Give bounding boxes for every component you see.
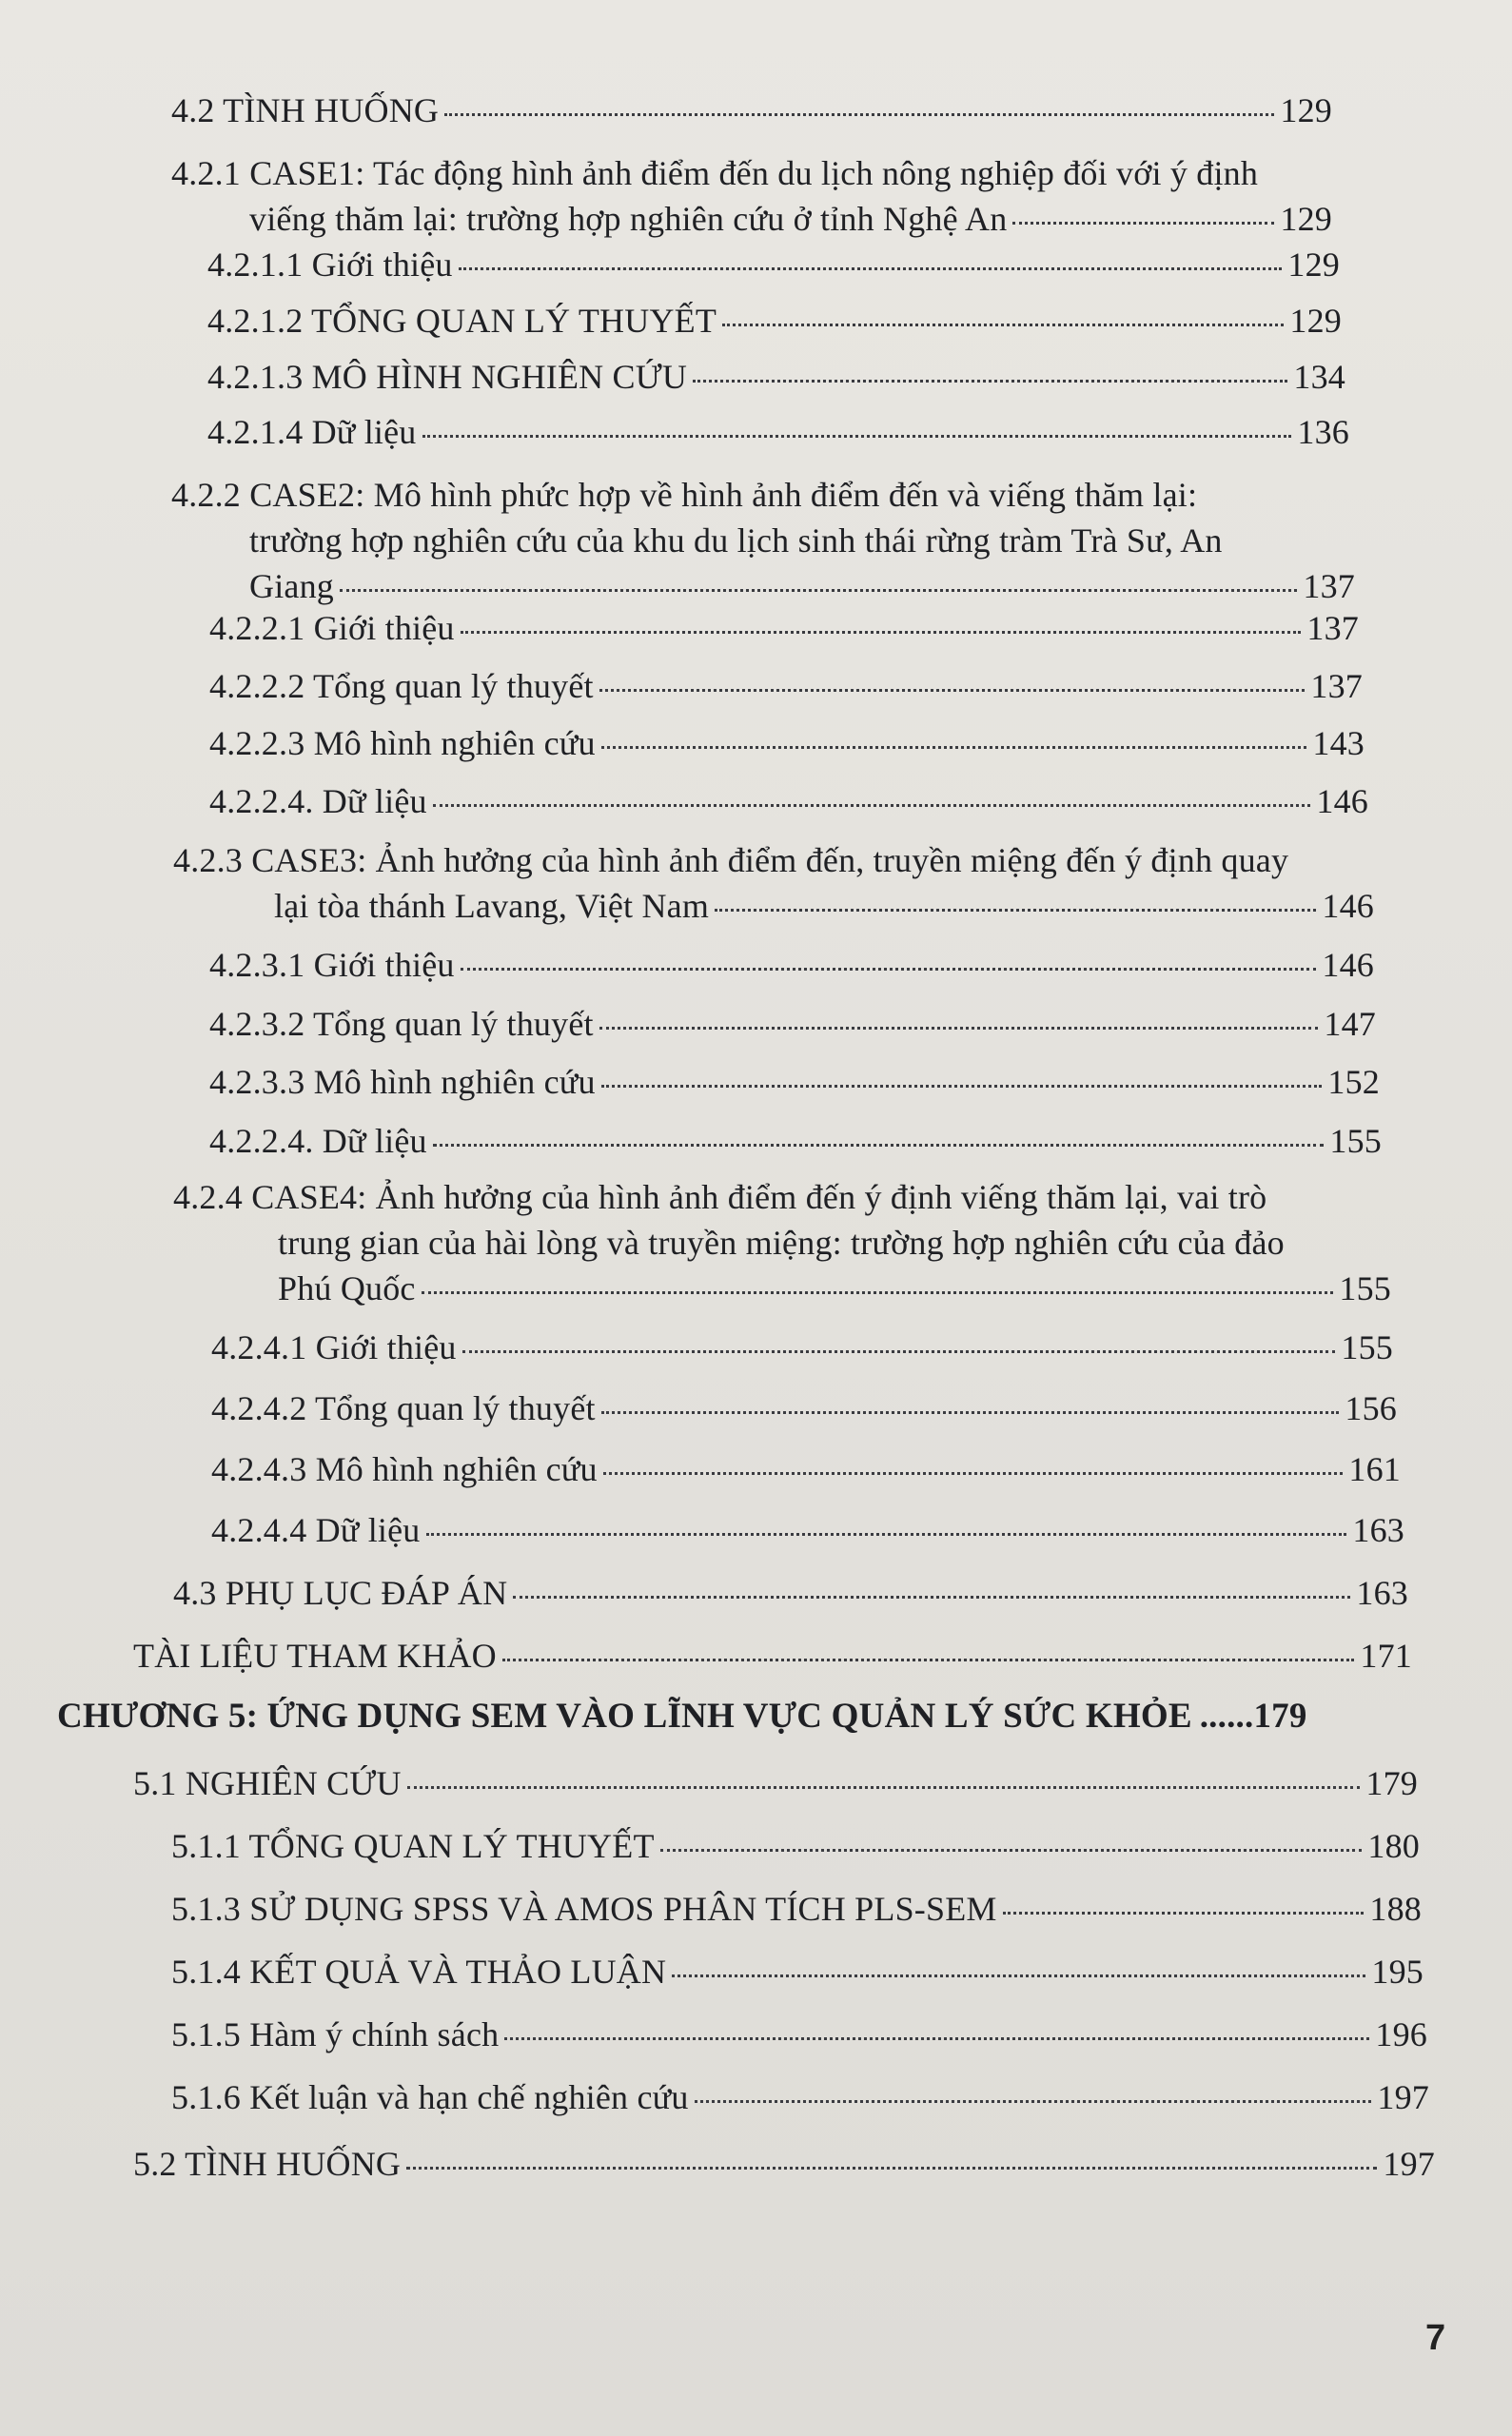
toc-entry-title-cont: lại tòa thánh Lavang, Việt Nam <box>274 887 710 925</box>
toc-entry-title-cont: trung gian của hài lòng và truyền miệng: trường hợp nghiên cứu của đảo <box>278 1224 1285 1262</box>
toc-entry-4-2-4 <box>173 1174 1391 1311</box>
toc-leader-dots <box>601 1411 1340 1414</box>
toc-entry-4-2-4-4 <box>211 1507 1404 1553</box>
toc-page-number: 147 <box>1324 1005 1376 1043</box>
toc-entry-title: 4.2.1.4 Dữ liệu <box>207 413 417 451</box>
toc-leader-dots <box>504 2037 1369 2040</box>
toc-page-number: 179 <box>1253 1697 1307 1736</box>
toc-page-number: 143 <box>1312 724 1365 762</box>
toc-entry-4-2-1-3 <box>207 354 1345 400</box>
toc-entry-4-2-4-2 <box>211 1385 1397 1431</box>
toc-page-number: 155 <box>1339 1269 1391 1307</box>
toc-entry-title: 4.2.2.4. Dữ liệu <box>209 1122 427 1160</box>
toc-entry-4-2-3-1 <box>209 942 1374 988</box>
toc-leader-dots <box>722 324 1284 326</box>
toc-entry-title-cont: trường hợp nghiên cứu của khu du lịch sinh thái rừng tràm Trà Sư, An <box>249 521 1223 560</box>
toc-page-number: 155 <box>1341 1328 1393 1366</box>
toc-entry-title: 5.2 TÌNH HUỐNG <box>133 2145 402 2183</box>
toc-entry-5-2 <box>133 2141 1435 2187</box>
page-number: 7 <box>1425 2318 1446 2358</box>
toc-entry-title: 4.2.2.2 Tổng quan lý thuyết <box>209 667 594 705</box>
toc-entry-title: 4.2.4.4 Dữ liệu <box>211 1511 421 1549</box>
toc-entry-5-1 <box>133 1760 1418 1806</box>
toc-page-number: 137 <box>1306 609 1359 647</box>
toc-entry-4-2-1 <box>171 150 1332 242</box>
toc-page-number: 146 <box>1322 946 1374 984</box>
toc-entry-5-1-3 <box>171 1886 1422 1932</box>
toc-leader-dots <box>433 1144 1325 1147</box>
toc-leader-dots <box>422 435 1292 438</box>
toc-entry-title: 5.1.6 Kết luận và hạn chế nghiên cứu <box>171 2078 689 2116</box>
toc-leader-dots <box>502 1659 1355 1661</box>
toc-entry-title-cont: Giang <box>249 567 334 605</box>
toc-leader-dots <box>672 1974 1365 1977</box>
toc-leader-dots <box>1012 222 1274 225</box>
toc-entry-5-1-6 <box>171 2074 1429 2120</box>
toc-entry-title: 5.1.3 SỬ DỤNG SPSS VÀ AMOS PHÂN TÍCH PLS-SEM <box>171 1890 997 1928</box>
toc-entry-4-2-3-3 <box>209 1059 1380 1105</box>
toc-entry-title: 4.2.1 CASE1: Tác động hình ảnh điểm đến du lịch nông nghiệp đối với ý định <box>171 154 1259 192</box>
toc-entry-title: 4.2.2.3 Mô hình nghiên cứu <box>209 724 596 762</box>
toc-page-number: 137 <box>1310 667 1363 705</box>
toc-page-number: 146 <box>1322 887 1374 925</box>
toc-page-number: 155 <box>1329 1122 1382 1160</box>
toc-entry-chapter-5 <box>57 1694 1418 1739</box>
toc-entry-title: TÀI LIỆU THAM KHẢO <box>133 1637 497 1675</box>
toc-entry-title: 4.2.2.1 Giới thiệu <box>209 609 455 647</box>
toc-entry-title: 4.2 TÌNH HUỐNG <box>171 91 440 129</box>
toc-page-number: 163 <box>1356 1574 1408 1612</box>
toc-entry-title: 4.2.1.2 TỔNG QUAN LÝ THUYẾT <box>207 302 717 340</box>
toc-entry-title: 5.1.1 TỔNG QUAN LÝ THUYẾT <box>171 1827 655 1865</box>
toc-chapter-title: CHƯƠNG 5: ỨNG DỤNG SEM VÀO LĨNH VỰC QUẢN LÝ SỨC KHỎE <box>57 1697 1192 1736</box>
toc-leader-dots <box>660 1849 1363 1852</box>
toc-entry-title: 4.2.4.1 Giới thiệu <box>211 1328 457 1366</box>
toc-entry-title: 5.1 NGHIÊN CỨU <box>133 1764 402 1802</box>
toc-entry-4-2-1-4 <box>207 409 1349 455</box>
toc-leader-dots <box>426 1533 1347 1536</box>
toc-entry-5-1-4 <box>171 1949 1424 1994</box>
toc-leader-dots <box>461 631 1302 634</box>
toc-page-number: 156 <box>1345 1389 1397 1427</box>
toc-page-number: 197 <box>1377 2078 1429 2116</box>
toc-leader-dots <box>459 267 1283 270</box>
toc-page-number: 161 <box>1348 1450 1401 1488</box>
toc-entry-title-cont: viếng thăm lại: trường hợp nghiên cứu ở tỉnh Nghệ An <box>249 200 1008 238</box>
toc-page-number: 152 <box>1327 1063 1380 1101</box>
toc-leader-dots <box>340 589 1297 592</box>
toc-entry-4-2-3 <box>173 837 1374 929</box>
toc-page-number: 195 <box>1371 1953 1424 1991</box>
toc-page-number: 188 <box>1369 1890 1422 1928</box>
toc-leader-dots <box>513 1596 1350 1599</box>
toc-entry-title: 4.2.4 CASE4: Ảnh hưởng của hình ảnh điểm đến ý định viếng thăm lại, vai trò <box>173 1178 1267 1216</box>
toc-entry-title: 4.3 PHỤ LỤC ĐÁP ÁN <box>173 1574 508 1612</box>
toc-leader-dots <box>407 1786 1361 1789</box>
toc-leader-dots <box>422 1291 1334 1294</box>
toc-entry-4-2-2-4 <box>209 778 1368 824</box>
toc-entry-title: 5.1.4 KẾT QUẢ VÀ THẢO LUẬN <box>171 1953 667 1991</box>
toc-page-number: 137 <box>1303 567 1355 605</box>
toc-page-number: 179 <box>1365 1764 1418 1802</box>
toc-entry-5-1-5 <box>171 2012 1427 2057</box>
toc-entry-4-2-2-2 <box>209 663 1363 709</box>
toc-entry-references <box>133 1633 1412 1679</box>
toc-leader-dots <box>693 380 1287 383</box>
toc-entry-title: 4.2.1.1 Giới thiệu <box>207 246 453 284</box>
toc-entry-title: 5.1.5 Hàm ý chính sách <box>171 2015 500 2053</box>
toc-entry-title: 4.2.2.4. Dữ liệu <box>209 782 427 820</box>
toc-entry-4-2-4-1 <box>211 1325 1393 1370</box>
toc-entry-title: 4.2.2 CASE2: Mô hình phức hợp về hình ảnh điểm đến và viếng thăm lại: <box>171 476 1198 514</box>
toc-leader-dots <box>599 1027 1319 1030</box>
toc-page-number: 171 <box>1360 1637 1412 1675</box>
toc-entry-title: 4.2.3.3 Mô hình nghiên cứu <box>209 1063 596 1101</box>
toc-entry-title: 4.2.4.3 Mô hình nghiên cứu <box>211 1450 598 1488</box>
toc-leader-dots <box>433 804 1311 807</box>
toc-entry-4-2-2-1 <box>209 605 1359 651</box>
toc-leader-dots <box>444 113 1274 116</box>
toc-entry-4-3 <box>173 1570 1408 1616</box>
toc-page-number: 196 <box>1375 2015 1427 2053</box>
toc-page-number: 163 <box>1352 1511 1404 1549</box>
toc-page-number: 197 <box>1383 2145 1435 2183</box>
toc-entry-title: 4.2.3.1 Giới thiệu <box>209 946 455 984</box>
toc-entry-title: 4.2.3.2 Tổng quan lý thuyết <box>209 1005 594 1043</box>
toc-entry-4-2-2-3 <box>209 720 1365 766</box>
toc-leader-dots <box>1003 1912 1365 1915</box>
toc-leader-dots <box>601 1085 1323 1088</box>
toc-page-number: 134 <box>1293 358 1345 396</box>
toc-page-number: 129 <box>1280 91 1332 129</box>
toc-entry-5-1-1 <box>171 1823 1420 1869</box>
toc-entry-title: 4.2.3 CASE3: Ảnh hưởng của hình ảnh điểm đến, truyền miệng đến ý định quay <box>173 841 1289 879</box>
toc-leader-dots <box>406 2167 1377 2170</box>
toc-entry-4-2-1-2 <box>207 298 1342 344</box>
toc-leader-dots <box>601 746 1307 749</box>
toc-leader-dots <box>462 1350 1336 1353</box>
toc-page-number: 136 <box>1297 413 1349 451</box>
toc-leader-dots <box>461 968 1317 971</box>
toc-leader-dots <box>715 909 1316 912</box>
toc-leader-dots <box>599 689 1306 692</box>
toc-page-number: 129 <box>1289 302 1342 340</box>
toc-entry-4-2-4-3 <box>211 1446 1401 1492</box>
toc-page-number: 146 <box>1316 782 1368 820</box>
toc-entry-4-2-3-2 <box>209 1001 1376 1047</box>
toc-entry-4-2-2 <box>171 472 1355 609</box>
toc-entry-4-2-1-1 <box>207 242 1340 287</box>
toc-page-number: 129 <box>1280 200 1332 238</box>
toc-page-number: 180 <box>1367 1827 1420 1865</box>
toc-entry-4-2 <box>171 88 1332 133</box>
toc-entry-title: 4.2.4.2 Tổng quan lý thuyết <box>211 1389 596 1427</box>
toc-leader-dots <box>603 1472 1344 1475</box>
toc-entry-title: 4.2.1.3 MÔ HÌNH NGHIÊN CỨU <box>207 358 688 396</box>
toc-page-number: 129 <box>1287 246 1340 284</box>
toc-entry-4-2-2-4-b <box>209 1118 1382 1164</box>
toc-entry-title-cont: Phú Quốc <box>278 1269 416 1307</box>
toc-leader-dots: ...... <box>1199 1697 1254 1736</box>
toc-leader-dots <box>695 2100 1372 2103</box>
